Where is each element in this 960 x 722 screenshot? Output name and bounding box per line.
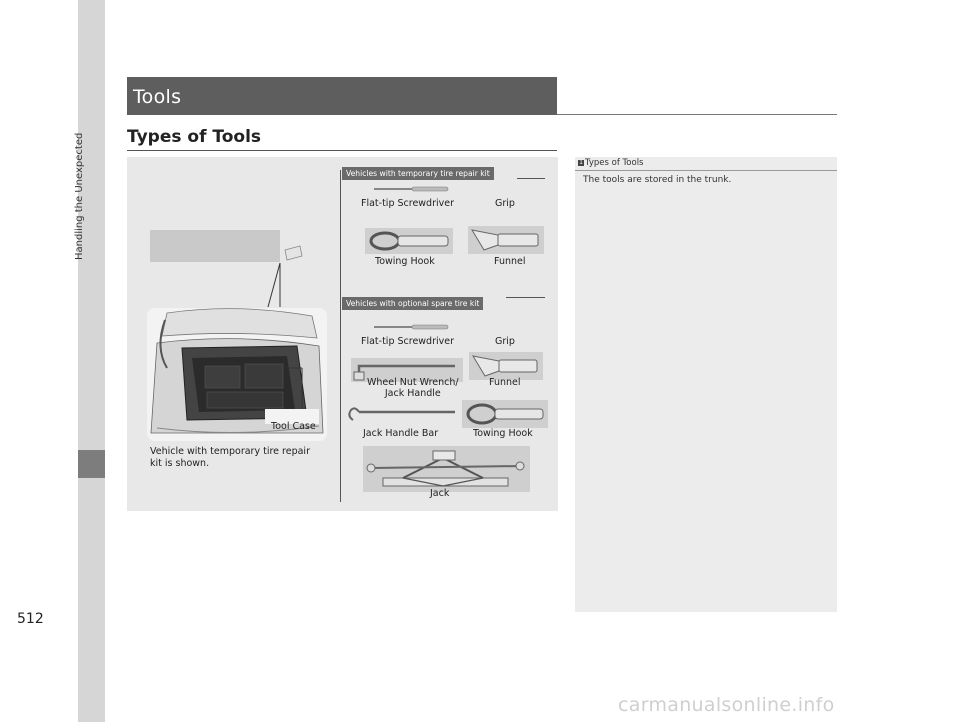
kit1-screwdriver-label: Flat-tip Screwdriver: [361, 198, 455, 209]
heading-rule: [127, 150, 557, 151]
kit1-funnel-label: Funnel: [494, 256, 526, 267]
kit1-towing-hook-image: [365, 228, 453, 254]
wheel-nut-wrench-label-line1: Wheel Nut Wrench/: [367, 377, 459, 388]
callout-lines: [260, 245, 320, 315]
flat-tip-screwdriver-icon: [372, 184, 452, 194]
kit2-grip-label: Grip: [495, 336, 515, 347]
kit1-grip-label: Grip: [495, 198, 515, 209]
column-divider: [340, 170, 341, 502]
page-heading: Types of Tools: [127, 127, 262, 147]
section-title: Tools: [133, 86, 182, 108]
page-number: 512: [17, 611, 44, 627]
trunk-photo: [147, 308, 327, 441]
kit2-funnel-label: Funnel: [489, 377, 521, 388]
kit2-towing-hook-label: Towing Hook: [473, 428, 533, 439]
wheel-nut-wrench-label: [367, 377, 459, 399]
kit1-rule: [517, 178, 545, 179]
jack-label: Jack: [430, 488, 450, 499]
footer-watermark: carmanualsonline.info: [618, 694, 835, 716]
towing-hook-icon: [365, 228, 453, 254]
kit2-funnel-image: [469, 352, 543, 380]
sidebar-tab-marker: [78, 450, 105, 478]
kit2-rule: [506, 297, 545, 298]
note-rule: [575, 170, 837, 171]
notes-panel: [575, 157, 837, 612]
note-title-text: Types of Tools: [585, 158, 644, 168]
kit2-tag: Vehicles with optional spare tire kit: [342, 297, 483, 310]
jack-handle-bar-label: Jack Handle Bar: [363, 428, 439, 439]
section-header-rule: [557, 114, 837, 115]
wheel-nut-wrench-label-line2: Jack Handle: [384, 388, 441, 399]
note-number-icon: 1: [579, 159, 583, 166]
note-title: [578, 158, 644, 168]
kit1-funnel-image: [468, 226, 544, 254]
tool-case-label: Tool Case: [271, 421, 316, 432]
trunk-emblem-icon: [285, 246, 302, 260]
funnel-icon: [469, 352, 543, 380]
kit2-towing-hook-image: [462, 400, 548, 428]
section-header-bar: [127, 77, 557, 115]
flat-tip-screwdriver-icon: [372, 322, 452, 332]
note-text: The tools are stored in the trunk.: [583, 175, 732, 185]
kit1-tag: Vehicles with temporary tire repair kit: [342, 167, 494, 180]
towing-hook-icon: [462, 400, 548, 428]
jack-image: [363, 446, 530, 492]
kit2-screwdriver-label: Flat-tip Screwdriver: [361, 336, 455, 347]
vehicle-caption-line2: kit is shown.: [150, 458, 210, 469]
jack-icon: [363, 446, 530, 492]
vehicle-caption: [150, 446, 310, 470]
jack-handle-bar-icon: [345, 404, 460, 424]
kit1-towing-hook-label: Towing Hook: [375, 256, 435, 267]
vehicle-caption-line1: Vehicle with temporary tire repair: [150, 446, 310, 457]
sidebar-chapter-label: Handling the Unexpected: [74, 132, 85, 260]
funnel-icon: [468, 226, 544, 254]
